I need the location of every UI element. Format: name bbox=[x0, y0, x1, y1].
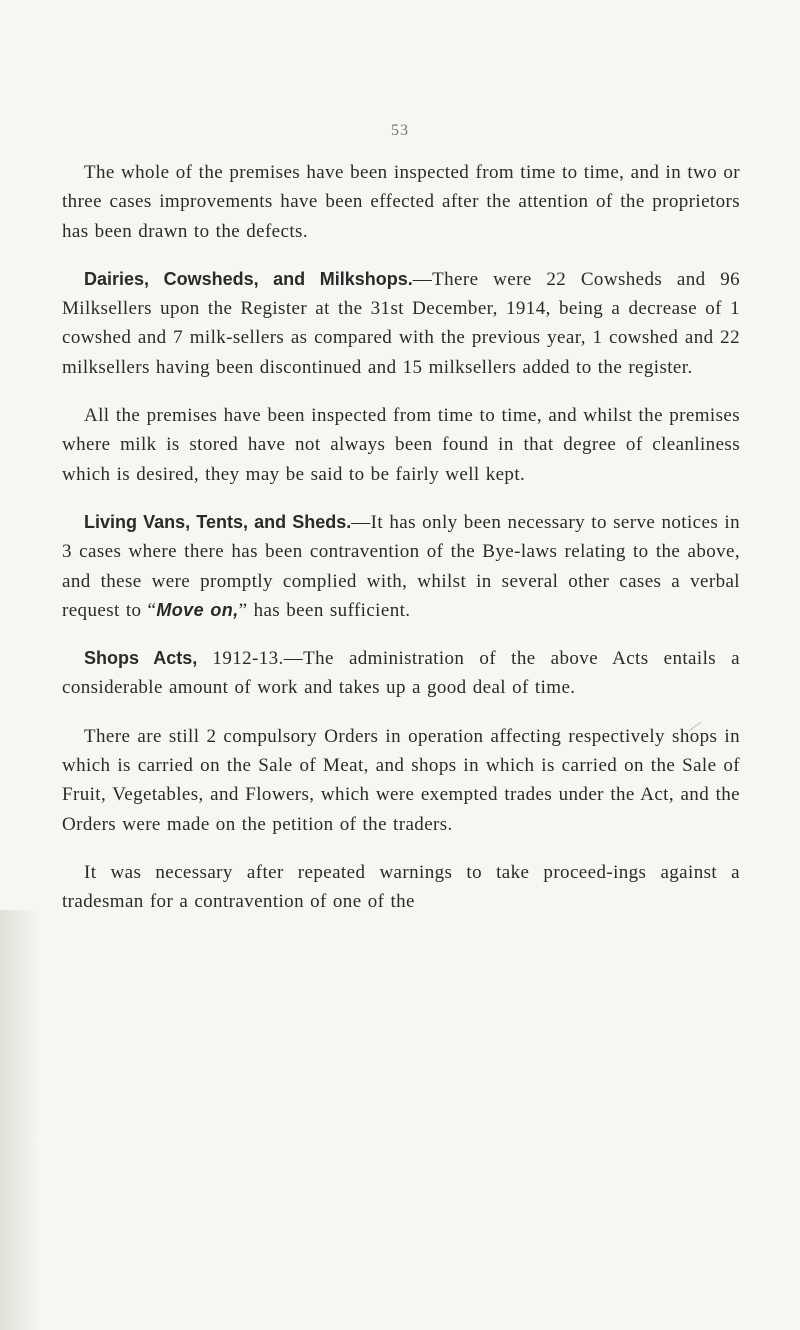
paragraph-shops-acts bbox=[62, 644, 740, 703]
paragraph-living-vans bbox=[62, 508, 740, 625]
section-heading-shops-acts: Shops Acts, bbox=[84, 648, 198, 669]
section-heading-dairies: Dairies, Cowsheds, and Milkshops. bbox=[84, 268, 413, 289]
emphasis-move-on: Move on, bbox=[156, 599, 239, 620]
paragraph-proceedings bbox=[62, 858, 740, 917]
paragraph-text: ” has been sufficient. bbox=[238, 599, 411, 621]
paragraph-text: It was necessary after repeated warnings to take proceed-ings against a tradesman for a contravention of one of the bbox=[62, 861, 740, 913]
paragraph-milk-premises bbox=[62, 401, 740, 489]
paragraph-text: The whole of the premises have been inspected from time to time, and in two or three cases improvements have been effected after the attention of the proprietors has been drawn to the defects. bbox=[62, 162, 740, 242]
paragraph-dairies bbox=[62, 265, 740, 382]
section-heading-living-vans: Living Vans, Tents, and Sheds. bbox=[84, 511, 352, 532]
scan-edge-shadow bbox=[0, 910, 40, 1330]
paragraph-text: There are still 2 compulsory Orders in operation affecting respectively shops in which is carried on the Sale of Meat, and shops in which is carried on the Sale of Fruit, Vegetables, and Flowers, which were exempted trades under the Act, and the Orders were made on the petition of the traders. bbox=[62, 725, 740, 835]
paragraph-text: —It has only been necessary to serve notices in 3 cases where there has been contravention of the Bye-laws relating to the above, and these were promptly complied with, whilst in several other cases a verbal request to “ bbox=[62, 511, 740, 621]
paragraph-compulsory-orders bbox=[62, 722, 740, 839]
paragraph-text: —There were 22 Cowsheds and 96 Milksellers upon the Register at the 31st December, 1914, being a decrease of 1 cowshed and 7 milk-sellers as compared with the previous year, 1 cowshed and 22 milksellers having been discontinued and 15 milksellers added to the register. bbox=[62, 268, 741, 378]
paragraph-premises-inspected bbox=[62, 158, 740, 246]
body-text bbox=[62, 158, 740, 936]
paragraph-text: All the premises have been inspected from time to time, and whilst the premises where milk is stored have not always been found in that degree of cleanliness which is desired, they may be said to be fairly well kept. bbox=[62, 405, 740, 485]
paragraph-text: 1912-13.—The administration of the above Acts entails a considerable amount of work and takes up a good deal of time. bbox=[62, 648, 740, 699]
page-number: 53 bbox=[391, 122, 409, 139]
